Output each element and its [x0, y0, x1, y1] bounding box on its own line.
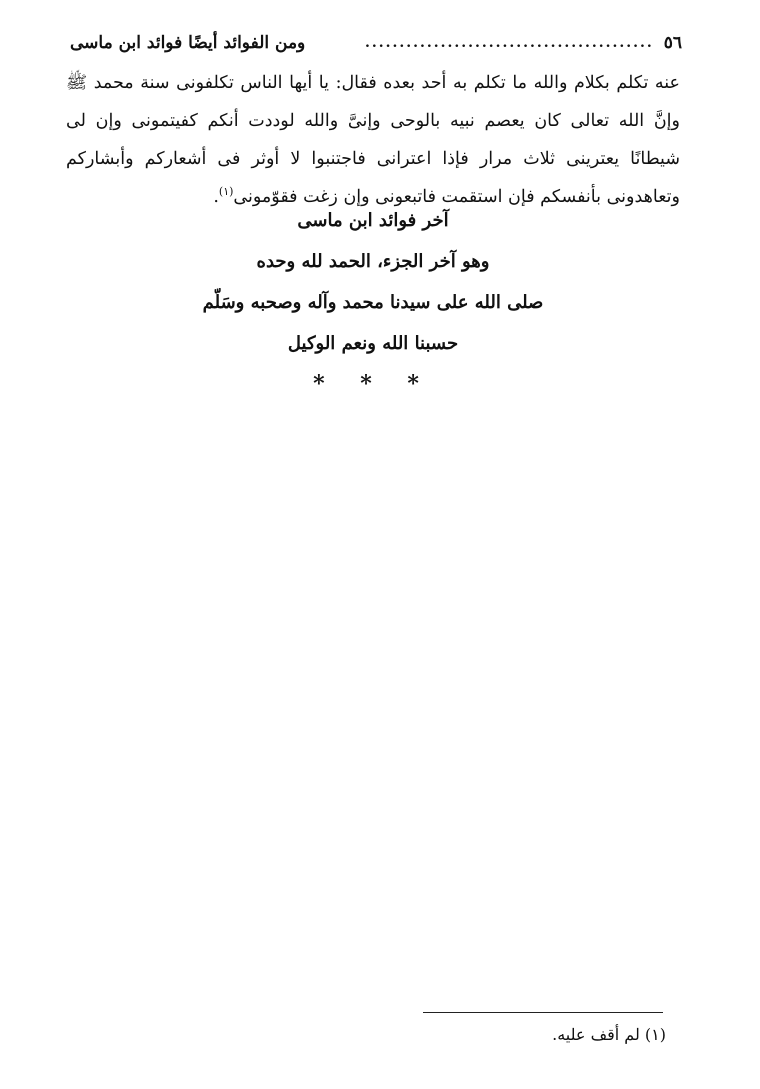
end-punctuation: . — [213, 187, 219, 207]
colophon-line-hasbuna: حسبنا الله ونعم الوكيل — [287, 333, 459, 354]
main-paragraph — [66, 64, 680, 216]
footnote-separator — [423, 1012, 663, 1013]
page-header — [70, 30, 682, 56]
header-leader-dots: .......................................... — [365, 35, 654, 51]
colophon-line-blessing: صلى الله على سيدنا محمد وآله وصحبه وسَلّم — [202, 292, 544, 313]
footnote-reference[interactable]: (١) — [218, 185, 234, 199]
running-title: ومن الفوائد أيضًا فوائد ابن ماسى — [70, 33, 306, 53]
colophon — [66, 200, 680, 404]
main-text — [66, 64, 680, 216]
page-number: ٥٦ — [663, 33, 682, 53]
footnote-text: (١) لم أقف عليه. — [552, 1025, 666, 1044]
colophon-line-end-of-benefits: آخر فوائد ابن ماسى — [297, 210, 449, 231]
section-end-stars: * * * — [313, 371, 433, 397]
colophon-line-end-of-part: وهو آخر الجزء، الحمد لله وحده — [256, 251, 490, 272]
paragraph-text: عنه تكلم بكلام والله ما تكلم به أحد بعده فقال: يا أيها الناس تكلفونى سنة محمد ﷺ وإنَّ الله تعالى كان يعصم نبيه بالوحى وإنىَّ والله لوددت أنكم كفيتمونى وإن لى شيطانًا يعترينى ثلاث مرار فإذا اعترانى فاجتنبوا لا أوثر فى أشعاركم وأبشاركم وتعاهدونى بأنفسكم فإن استقمت فاتبعونى وإن زغت فقوّمونى — [66, 73, 680, 207]
footnote — [420, 1022, 666, 1048]
